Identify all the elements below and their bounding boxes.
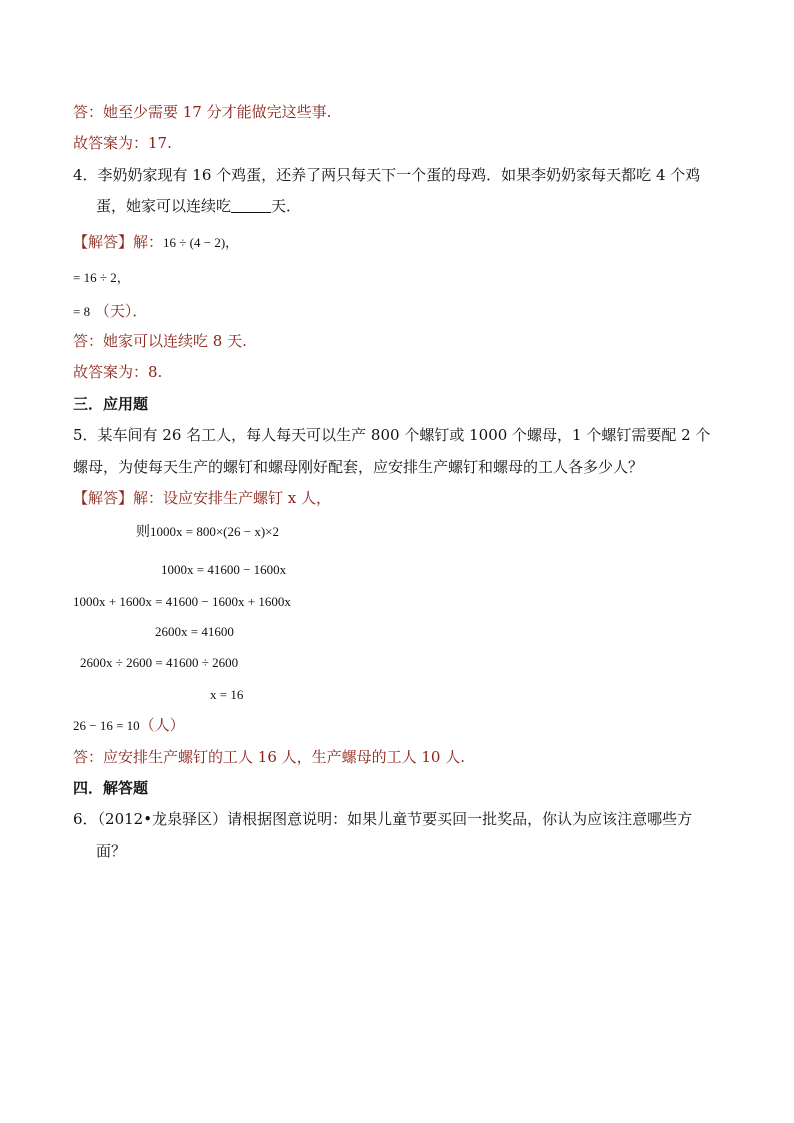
- q5-text-line1: 5．某车间有 26 名工人，每人每天可以生产 800 个螺钉或 1000 个螺母，1 个螺钉需要配 2 个: [73, 426, 711, 444]
- q5-solution-line: [73, 489, 331, 507]
- q5-answer: 答：应安排生产螺钉的工人 16 人，生产螺母的工人 10 人.: [73, 748, 466, 766]
- q4-final-answer: 故答案为：8.: [73, 363, 163, 381]
- q5-equation-7: [73, 716, 185, 735]
- q3-final-answer: 故答案为：17.: [73, 134, 172, 152]
- q4-solution-line: [73, 233, 238, 252]
- q4-solution-tag: 【解答】: [73, 233, 134, 251]
- q5-solution-tag: 【解答】: [73, 489, 134, 507]
- section-4-heading: 四．解答题: [73, 779, 149, 797]
- q5-equation-5: 2600x ÷ 2600 = 41600 ÷ 2600: [80, 655, 239, 670]
- q4-text-line1: 4．李奶奶家现有 16 个鸡蛋，还养了两只每天下一个蛋的母鸡．如果李奶奶家每天都吃 4 个鸡: [73, 166, 701, 184]
- q5-eq1-body: 1000x = 800×(26 − x)×2: [150, 524, 279, 539]
- q5-eq7-unit: （人）: [139, 716, 185, 734]
- q4-step2: = 16 ÷ 2，: [73, 270, 130, 285]
- q3-answer: 答：她至少需要 17 分才能做完这些事.: [73, 103, 332, 121]
- q4-solution-label: 解：: [133, 233, 164, 251]
- q5-equation-3: 1000x + 1600x = 41600 − 1600x + 1600x: [73, 594, 291, 609]
- q6-text-line2: 面？: [96, 842, 127, 860]
- q4-step3-value: = 8: [73, 304, 91, 319]
- q4-answer-blank: [231, 198, 271, 213]
- q4-text-after-blank: 天．: [271, 197, 302, 215]
- q4-text-before-blank: 蛋，她家可以连续吃: [96, 197, 232, 215]
- q4-step3: [73, 302, 147, 321]
- q5-eq7-value: 26 − 16 = 10: [73, 718, 140, 733]
- q5-equation-6: x = 16: [210, 687, 244, 702]
- q4-text-line2: [96, 197, 301, 215]
- q5-equation-2: 1000x = 41600 − 1600x: [161, 562, 287, 577]
- section-3-heading: 三．应用题: [73, 395, 149, 413]
- q5-equation-4: 2600x = 41600: [155, 624, 234, 639]
- q6-text-line1: 6．（2012•龙泉驿区）请根据图意说明：如果儿童节要买回一批奖品，你认为应该注意哪些方: [73, 810, 693, 828]
- q5-solution-text: 解：设应安排生产螺钉 x 人，: [133, 489, 332, 507]
- q4-answer: 答：她家可以连续吃 8 天.: [73, 332, 247, 350]
- q5-text-line2: 螺母，为使每天生产的螺钉和螺母刚好配套，应安排生产螺钉和螺母的工人各多少人？: [73, 458, 644, 476]
- q5-eq1-prefix: 则: [136, 524, 150, 540]
- q4-step3-unit: （天）．: [94, 302, 148, 320]
- q4-step1: 16 ÷ (4 − 2)，: [163, 235, 239, 250]
- q5-equation-1: [136, 523, 279, 541]
